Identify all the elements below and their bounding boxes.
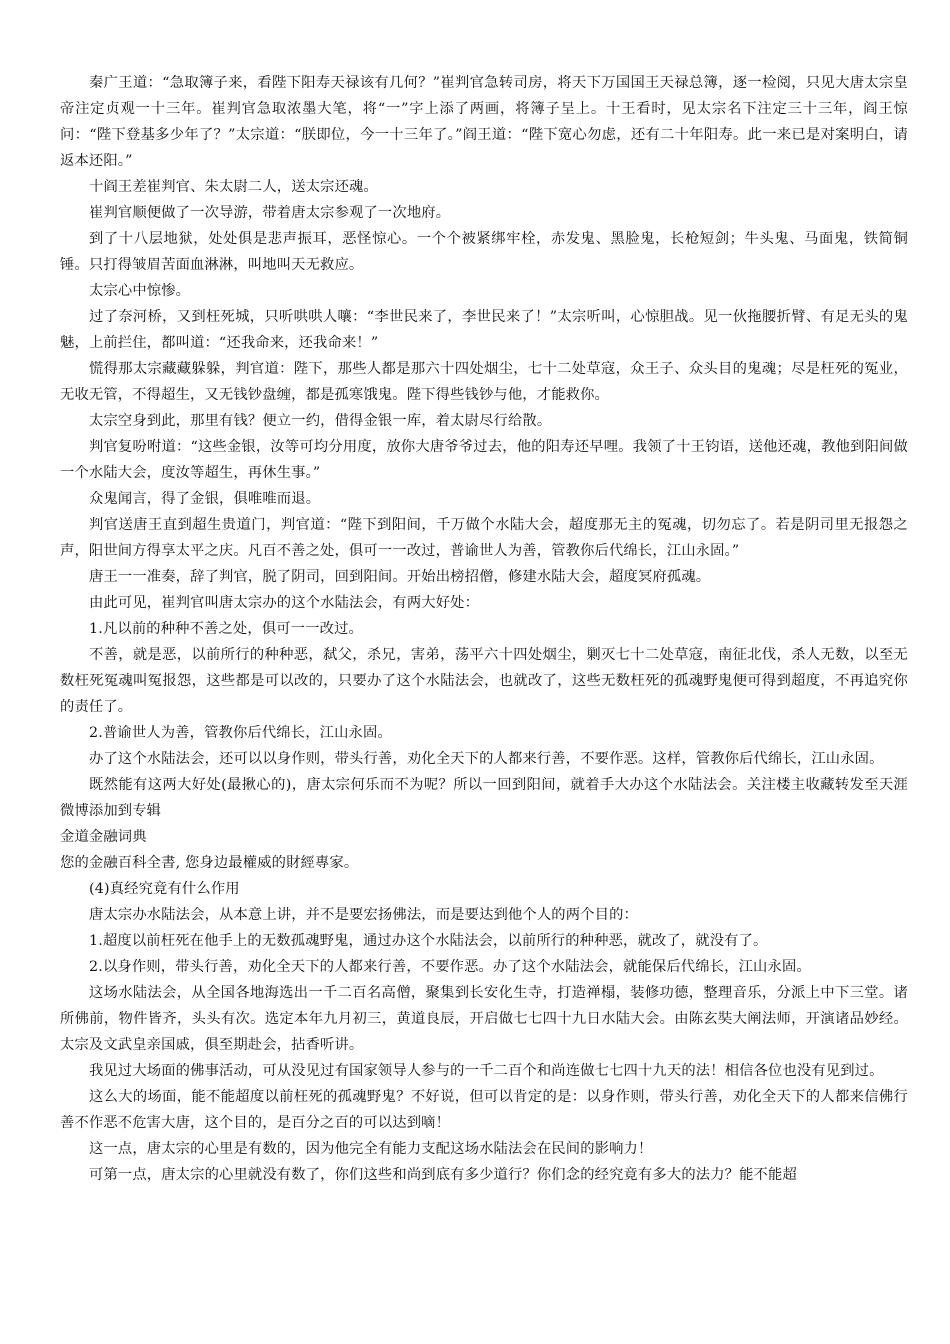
paragraph-18: 这场水陆法会，从全国各地海选出一千二百名高僧，聚集到长安化生寺，打造禅榻，装修功德，整理音乐，分派上中下三堂。诸所佛前，物件皆齐，头头有次。选定本年九月初三，黄道良辰，开启做七七四十九日水陆大会。由陈玄奘大阐法师，开演诸品妙经。太宗及文武皇亲国戚，俱至期赴会，拈香听讲。 — [60, 985, 908, 1053]
paragraph-13: 由此可见，崔判官叫唐太宗办的这个水陆法会，有两大好处： — [89, 595, 480, 611]
paragraph-5: 太宗心中惊惨。 — [89, 283, 191, 299]
paragraph-7: 慌得那太宗藏藏躲躲，判官道：陛下，那些人都是那六十四处烟尘，七十二处草寇，众王子、众头目的鬼魂；尽是枉死的冤业，无收无管，不得超生，又无钱钞盘缠，都是孤寒饿鬼。陛下得些钱钞与他，才能救你。 — [60, 361, 908, 403]
list-item-3: 1.超度以前枉死在他手上的无数孤魂野鬼，通过办这个水陆法会，以前所行的种种恶，就改了，就没有了。 — [89, 933, 768, 949]
dictionary-tagline: 您的金融百科全書, 您身边最權威的財經專家。 — [60, 855, 359, 871]
list-item-4: 2.以身作则，带头行善，劝化全天下的人都来行善，不要作恶。办了这个水陆法会，就能保后代绵长，江山永固。 — [89, 959, 811, 975]
paragraph-4: 到了十八层地狱，处处俱是悲声振耳，恶怪惊心。一个个被紧绑牢栓，赤发鬼、黑脸鬼，长枪短剑；牛头鬼、马面鬼，铁简铜锤。只打得皱眉苦面血淋淋，叫地叫天无救应。 — [60, 231, 908, 273]
paragraph-10: 众鬼闻言，得了金银，俱唯唯而退。 — [89, 491, 321, 507]
paragraph-2: 十阎王差崔判官、朱太尉二人，送太宗还魂。 — [89, 179, 378, 195]
paragraph-1: 秦广王道：“急取簿子来，看陛下阳寿天禄该有几何？”崔判官急转司房，将天下万国国王天禄总簿，逐一检阅，只见大唐太宗皇帝注定贞观一十三年。崔判官急取浓墨大笔，将“一”字上添了两画，将簿子呈上。十王看时，见太宗名下注定三十三年，阎王惊问：“陛下登基多少年了？”太宗道：“朕即位，今一十三年了。”阎王道：“陛下宽心勿虑，还有二十年阳寿。此一来已是对案明白，请返本还阳。” — [60, 75, 908, 169]
paragraph-17: 唐太宗办水陆法会，从本意上讲，并不是要宏扬佛法，而是要达到他个人的两个目的： — [89, 907, 638, 923]
paragraph-19: 我见过大场面的佛事活动，可从没见过有国家领导人参与的一千二百个和尚连做七七四十九天的法！相信各位也没有见到过。 — [89, 1063, 884, 1079]
paragraph-6: 过了奈河桥，又到枉死城，只听哄哄人嚷：“李世民来了，李世民来了！”太宗听叫，心惊胆战。见一伙拖腰折臂、有足无头的鬼魅，上前拦住，都叫道：“还我命来，还我命来！” — [60, 309, 908, 351]
paragraph-12: 唐王一一准奏，辞了判官，脱了阴司，回到阳间。开始出榜招僧，修建水陆大会，超度冥府孤魂。 — [89, 569, 711, 585]
paragraph-20: 这么大的场面，能不能超度以前枉死的孤魂野鬼？不好说，但可以肯定的是：以身作则，带头行善，劝化全天下的人都来信佛行善不作恶不危害大唐，这个目的，是百分之百的可以达到嘀！ — [60, 1089, 908, 1131]
document-page — [60, 70, 908, 1188]
paragraph-21: 这一点，唐太宗的心里是有数的，因为他完全有能力支配这场水陆法会在民间的影响力！ — [89, 1141, 653, 1157]
paragraph-16: 既然能有这两大好处(最揪心的)，唐太宗何乐而不为呢？所以一回到阳间，就着手大办这个水陆法会。关注楼主收藏转发至天涯微博添加到专辑 — [60, 777, 908, 819]
paragraph-22: 可第一点，唐太宗的心里就没有数了，你们这些和尚到底有多少道行？你们念的经究竟有多大的法力？能不能超 — [89, 1167, 797, 1183]
list-item-2: 2.普谕世人为善，管教你后代绵长，江山永固。 — [89, 725, 392, 741]
paragraph-15: 办了这个水陆法会，还可以以身作则，带头行善，劝化全天下的人都来行善，不要作恶。这样，管教你后代绵长，江山永固。 — [89, 751, 884, 767]
list-item-1: 1.凡以前的种种不善之处，俱可一一改过。 — [89, 621, 363, 637]
section-heading: (4)真经究竟有什么作用 — [89, 881, 240, 897]
paragraph-9: 判官复吩咐道：“这些金银，汝等可均分用度，放你大唐爷爷过去，他的阳寿还早哩。我领了十王钧语，送他还魂，教他到阳间做一个水陆大会，度汝等超生，再休生事。” — [60, 439, 908, 481]
paragraph-11: 判官送唐王直到超生贵道门，判官道：“陛下到阳间，千万做个水陆大会，超度那无主的冤魂，切勿忘了。若是阴司里无报怨之声，阳世间方得享太平之庆。凡百不善之处，俱可一一改过，普谕世人为善，管教你后代绵长，江山永固。” — [60, 517, 908, 559]
paragraph-8: 太宗空身到此，那里有钱？便立一约，借得金银一库，着太尉尽行给散。 — [89, 413, 552, 429]
paragraph-14: 不善，就是恶，以前所行的种种恶，弑父，杀兄，害弟，荡平六十四处烟尘，剿灭七十二处草寇，南征北伐，杀人无数，以至无数枉死冤魂叫冤报怨，这些都是可以改的，只要办了这个水陆法会，也就改了，这些无数枉死的孤魂野鬼便可得到超度，不再追究你的责任了。 — [60, 647, 908, 715]
paragraph-3: 崔判官顺便做了一次导游，带着唐太宗参观了一次地府。 — [89, 205, 451, 221]
dictionary-title: 金道金融词典 — [60, 829, 147, 845]
